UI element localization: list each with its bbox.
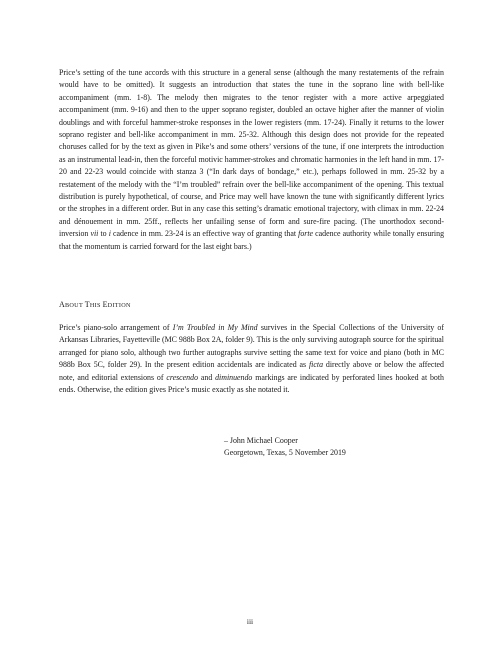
italic-roman-numeral: i (108, 229, 111, 239)
heading-small-caps: HIS (89, 302, 103, 309)
text-run: and (198, 372, 216, 382)
paragraph-text (59, 67, 444, 253)
italic-dynamic: forte (298, 229, 314, 239)
signature-block (224, 435, 346, 458)
edition-paragraph (59, 322, 444, 396)
heading-small-caps: BOUT (64, 302, 85, 309)
text-run: Price’s piano-solo arrangement of (59, 323, 173, 332)
text-run: survives in the Special Collections of the University of Arkansas Libraries, Fayetteville (MC 988b Box 2A, folder 9). This is the only surviving autograph source for the spiritual arranged for piano solo, although two further autographs survive setting the same text for voice and piano (both in MC 988b Box 5C, folder 29). In the present edition accidentals are indicated as (59, 323, 445, 370)
italic-term: ficta (308, 360, 324, 370)
paragraph-text (59, 322, 444, 396)
text-run: directly above or below the affected note, and editorial extensions of (59, 360, 444, 382)
italic-title: I’m Troubled in My Mind (172, 323, 258, 332)
text-run: to (98, 229, 109, 239)
author-name: – John Michael Cooper (224, 436, 298, 445)
place-and-date: Georgetown, Texas, 5 November 2019 (224, 447, 346, 457)
heading-cap: T (84, 300, 90, 309)
text-run: markings are indicated by perforated lines hooked at both ends. Otherwise, the edition gives Price’s music exactly as she notated it. (59, 372, 444, 395)
text-run: Price’s setting of the tune accords with this structure in a general sense (although the many restatements of the refrain would have to be omitted). It suggests an introduction that states the tune in the soprano line with bell-like accompaniment (mm. 1-8). The melody then migrates to the tenor register with a more active arpeggiated accompaniment (mm. 9-16) and then to the upper soprano register, doubled an octave higher after the manner of violin doublings and with forceful hammer-stroke responses in the lower registers (mm. 17-24). Finally it returns to the lower soprano register and bell-like accompaniment in mm. 25-32. Although this design does not provide for the repeated choruses called for by the text as given in Pike’s and some others’ versions of the tune, if one interprets the introduction as an instrumental lead-in, then the forceful motivic hammer-strokes and chromatic harmonies in the left hand in mm. 17-20 and 22-23 would coincide with stanza 3 (“In dark days of bondage,” etc.), perhaps followed in mm. 25-32 by a restatement of the melody with the “I’m troubled” refrain over the bell-like accompaniment of the opening. This textual distribution is purely hypothetical, of course, and Price may well have known the tune with significantly different lyrics or the strophes in a different order. But in any case this setting’s dramatic emotional trajectory, with climax in mm. 22-24 and dénouement in mm. 25ff., reflects her unfailing sense of form and sure-fire pacing. (The unorthodox second-inversion (59, 68, 444, 239)
text-run: cadence authority while tonally ensuring that the momentum is carried forward for the last eight bars.) (59, 229, 445, 251)
heading-small-caps: DITION (107, 302, 131, 309)
heading-cap: A (59, 300, 65, 309)
analysis-paragraph (59, 67, 444, 253)
italic-term: crescendo (166, 372, 199, 382)
page-number: iii (246, 617, 254, 626)
italic-term: diminuendo (215, 372, 253, 382)
text-run: cadence in mm. 23-24 is an effective way of granting that (110, 229, 299, 239)
italic-roman-numeral: vii (90, 229, 99, 239)
heading-cap: E (102, 300, 108, 309)
section-heading-about-this-edition (59, 300, 131, 309)
